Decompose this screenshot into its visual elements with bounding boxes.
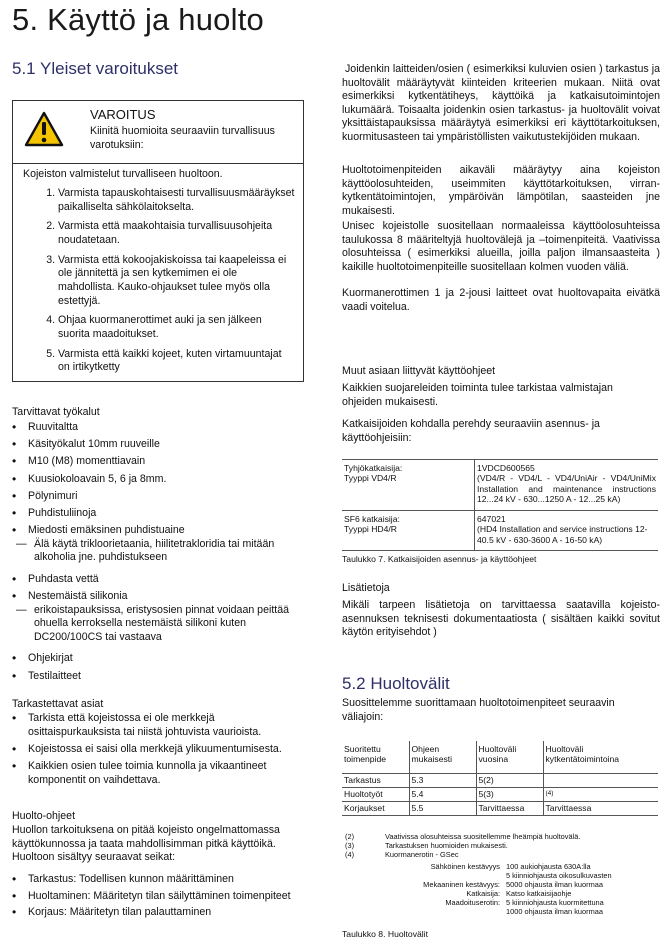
gsec-row [345, 862, 657, 880]
list-item [12, 573, 312, 587]
list-item [12, 652, 312, 666]
warning-triangle-icon [24, 111, 64, 147]
table-cell [543, 773, 658, 787]
paragraph: Joidenkin laitteiden/osien ( esimerkiksi kuluvien osien ) tarkastus ja huoltovälit määräytyvät kiinteiden kriteerien mukaan. Niitä ovat esimerkiksi kytkentätiheys, käyttöikä ja katkaisutoimintojen lukumäärä. Toisaalta joidenkin osien tarkastus- ja huoltovälit voivat yksittäistapauksissa määräytyä esimerkiksi eri käyttötarkoituksen, kuormitusasteen tai ympäristöllisten vaikutustekijöiden mukaan. [342, 63, 660, 143]
list-item [12, 490, 312, 504]
table-cell: 5.4 [409, 787, 476, 801]
footnote-number: (3) [345, 841, 355, 850]
table-row [342, 460, 658, 511]
warning-title: VAROITUS [90, 107, 156, 122]
section-5-2-title: 5.2 Huoltovälit [342, 674, 450, 693]
maintenance-interval-table [342, 741, 658, 816]
paragraph: Huoltotoimenpiteiden aikaväli määräytyy aina kojeiston käyttöolosuhteiden, useimmiten käyttötarkoituksen, virran-kytkentätoimintojen, ympäröivän lämpötilan, saasteiden jne mukaisesti. [342, 164, 660, 217]
maintenance-heading: Huolto-ohjeet [12, 810, 76, 822]
table-cell: Tarkastus [342, 773, 409, 787]
list-item [12, 590, 312, 644]
table-cell: 647021 (HD4 Installation and service instructions 12-40.5 kV - 630-3600 A - 16-50 kA) [475, 511, 659, 551]
warning-item: 4. Ohjaa kuormanerottimet auki ja sen jälkeen suorita maadoitukset. [58, 314, 295, 341]
footnote [345, 841, 655, 850]
paragraph: Unisec kojeistolle suositellaan normaaleissa käyttöolosuhteissa taulukossa 8 määriteltyjä huoltovälejä ja –toimenpiteitä. Vaativissa olosuhteissa ( esimerkiksi alueilla, joilla paljon ilmansaasteita ) kaikille huoltotoimenpiteille suositellaan kolmen vuoden väliä. [342, 220, 660, 273]
list-item: • Tarkastus: Todellisen kunnon määrittäminen [12, 873, 312, 887]
table-row [342, 801, 658, 815]
table-header-row [342, 741, 658, 773]
gsec-details [345, 862, 657, 916]
table-cell: Tarvittaessa [476, 801, 543, 815]
gsec-value: 100 aukiohjausta 630A:lla 5 kiinniohjausta oikosulkuvasten [506, 862, 612, 880]
warning-box [12, 100, 304, 382]
sub-list-item: — erikoistapauksissa, eristysosien pinnat voidaan peittää ohuella kerroksella nestemäistä silikoni kuten DC200/100CS tai vastaava [12, 604, 312, 645]
tools-list [12, 421, 312, 683]
related-text: Katkaisijoiden kohdalla perehdy seuraaviin asennus- ja käyttöohjeisiin: [342, 418, 600, 444]
page-title: 5. Käyttö ja huolto [12, 2, 264, 37]
warning-lead: Kojeiston valmistelut turvalliseen huoltoon. [23, 168, 223, 180]
tool-label: Puhdistuliinoja [28, 506, 97, 519]
tool-label: Puhdasta vettä [28, 572, 99, 585]
footnote-text: Tarkastuksen huomioiden mukaisesti. [385, 841, 508, 850]
table-cell: Tyhjökatkaisija: Tyyppi VD4/R [342, 460, 475, 511]
table-row [342, 787, 658, 801]
related-heading: Muut asiaan liittyvät käyttöohjeet [342, 365, 496, 377]
footnotes [345, 832, 655, 859]
gsec-label: Mekaaninen kestävyys: [423, 880, 500, 889]
table-cell: 5.5 [409, 801, 476, 815]
column-header: Huoltoväli vuosina [476, 741, 543, 773]
list-item: • Korjaus: Määritetyn tilan palauttaminen [12, 906, 312, 920]
table-cell: Tarvittaessa [543, 801, 658, 815]
list-item [12, 421, 312, 435]
section-5-1-title: 5.1 Yleiset varoitukset [12, 59, 178, 78]
list-item: • Kaikkien osien tulee toimia kunnolla ja vikaantineet komponentit on vaihdettava. [12, 760, 304, 787]
tool-label: Kuusiokoloavain 5, 6 ja 8mm. [28, 472, 167, 485]
tool-label: Käsityökalut 10mm ruuveille [28, 438, 160, 451]
list-item [12, 670, 312, 684]
gsec-value: 5000 ohjausta ilman kuormaa [506, 880, 603, 889]
warning-item: 3. Varmista että kokoojakiskoissa tai kaapeleissa ei ole jännitettä ja sen kytkemimen ei ole mahdollista. Kauko-ohjaukset tulee myös olla estettyjä. [58, 254, 295, 308]
gsec-row [345, 880, 657, 889]
warning-item: 2. Varmista että maakohtaisia turvallisuusohjeita noudatetaan. [58, 220, 295, 247]
list-item [12, 507, 312, 521]
list-item [12, 524, 312, 565]
table-row [342, 511, 658, 551]
tool-label: Testilaitteet [28, 669, 81, 682]
column-header: Huoltoväli kytkentätoimintoina [543, 741, 658, 773]
table-cell: Korjaukset [342, 801, 409, 815]
tool-label: M10 (M8) momenttiavain [28, 455, 146, 468]
list-item: • Huoltaminen: Määritetyn tilan säilyttäminen toimenpiteet [12, 890, 312, 904]
checks-list [12, 712, 304, 791]
column-header: Suoritettu toimenpide [342, 741, 409, 773]
more-info-heading: Lisätietoja [342, 582, 390, 594]
gsec-row [345, 889, 657, 898]
gsec-label: Sähköinen kestävyys [430, 862, 500, 871]
list-item [12, 455, 312, 469]
footnote [345, 832, 655, 841]
table-caption: Taulukko 8. Huoltovälit [342, 929, 428, 939]
warning-item: 5. Varmista että kaikki kojeet, kuten virtamuuntajat on irtikytketty [58, 348, 295, 375]
table-cell: (4) [543, 787, 658, 801]
related-text: Kaikkien suojareleiden toiminta tulee tarkistaa valmistajan ohjeiden mukaisesti. [342, 382, 613, 408]
footnote-text: Vaativissa olosuhteissa suositellemme lheämpiä huoltovälä. [385, 832, 581, 841]
tools-heading: Tarvittavat työkalut [12, 406, 100, 418]
list-item: • Tarkista että kojeistossa ei ole merkkejä osittaispurkauksista tai niistä johtuvista vaurioista. [12, 712, 304, 739]
tool-label: • Miedosti emäksinen puhdistuaine [28, 524, 185, 537]
list-item: • Kojeistossa ei saisi olla merkkejä ylikuumentumisesta. [12, 743, 304, 757]
table-cell: SF6 katkaisija: Tyyppi HD4/R [342, 511, 475, 551]
table-cell: Huoltotyöt [342, 787, 409, 801]
tool-label: Ruuvitaltta [28, 421, 79, 433]
paragraph: Kuormanerottimen 1 ja 2-jousi laitteet ovat huoltovapaita eivätkä vaadi voitelua. [342, 287, 660, 313]
gsec-label: Katkaisija: [466, 889, 500, 898]
table-cell: 5(3) [476, 787, 543, 801]
gsec-value: Katso katkaisijaohje [506, 889, 572, 898]
warning-item: 1. Varmista tapauskohtaisesti turvallisuusmääräykset paikalliselta sähkölaitokselta. [58, 187, 295, 214]
footnote-text: Kuormanerotin - GSec [385, 850, 459, 859]
tool-label: • Nestemäistä silikonia [28, 590, 128, 603]
table-cell: 5(2) [476, 773, 543, 787]
warning-list [23, 187, 295, 381]
column-header: Ohjeen mukaisesti [409, 741, 476, 773]
section-5-2-intro: Suosittelemme suorittamaan huoltotoimenpiteet seuraavin väliajoin: [342, 697, 615, 723]
warning-intro: Kiinitä huomioita seuraaviin turvallisuus varotuksiin: [90, 125, 275, 151]
more-info-text: Mikäli tarpeen lisätietoja on tarvittaessa saatavilla kojeisto-asennuksen teknisesti dokumentaatiosta ( sisältäen kaikki sovitut käytön erityisehdot ) [342, 599, 660, 639]
table-cell: 1VDCD600565 (VD4/R - VD4/L - VD4/UniAir - VD4/UniMix Installation and maintenance instructions 12...24 kV - 630...1250 A - 12...25 kA) [475, 460, 659, 511]
table-row [342, 773, 658, 787]
gsec-label: Maadoituserotin: [445, 898, 500, 907]
tool-label: Pölynimuri [28, 489, 78, 502]
list-item [12, 473, 312, 487]
sub-list-item: — Älä käytä trikloorietaania, hiilitetrakloridia tai mitään alkoholia jne. puhdistukseen [12, 538, 312, 565]
table-caption: Taulukko 7. Katkaisijoiden asennus- ja käyttöohjeet [342, 554, 537, 564]
tool-label: Ohjekirjat [28, 652, 73, 665]
sub-list [12, 538, 312, 565]
footnote-number: (4) [345, 850, 355, 859]
breaker-table [342, 459, 658, 551]
maintenance-list [12, 873, 312, 920]
footnote [345, 850, 655, 859]
sub-list [12, 604, 312, 645]
gsec-value: 5 kiinniohjausta kuormitettuna 1000 ohjausta ilman kuormaa [506, 898, 604, 916]
checks-heading: Tarkastettavat asiat [12, 698, 104, 710]
table-cell: 5.3 [409, 773, 476, 787]
maintenance-intro: Huollon tarkoituksena on pitää kojeisto ongelmattomassa käyttökunnossa ja taata mahdollisimman pitkä käyttöikä. Huoltoon sisältyy seuraavat seikat: [12, 824, 280, 864]
footnote-number: (2) [345, 832, 355, 841]
list-item [12, 438, 312, 452]
warning-header [13, 101, 303, 164]
gsec-row [345, 898, 657, 916]
